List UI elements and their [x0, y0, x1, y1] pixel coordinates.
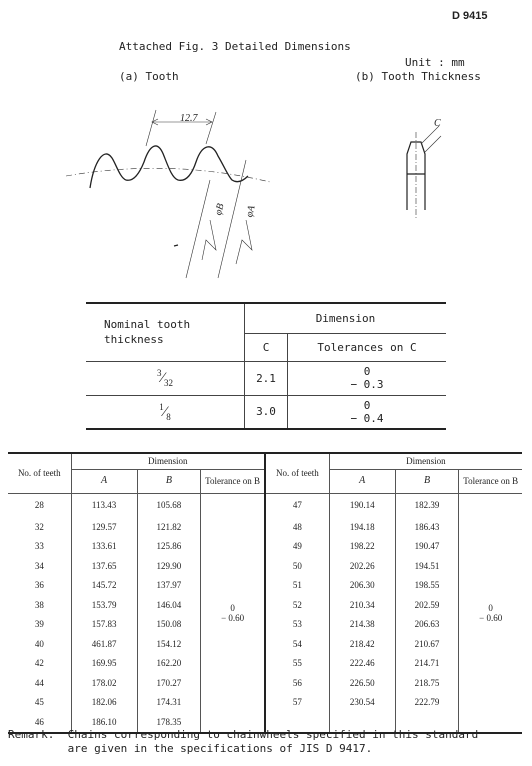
nominal-fraction: $^1⁄_8$ [86, 395, 245, 429]
dimension-a: 190.14 [329, 493, 395, 517]
dimension-header: Dimension [329, 453, 522, 469]
teeth-count: 46 [8, 712, 71, 733]
c-value: 3.0 [245, 395, 288, 429]
teeth-dimension-table [8, 452, 522, 734]
teeth-count: 44 [8, 673, 71, 693]
dimension-b: 218.75 [395, 673, 459, 693]
dimension-a: 210.34 [329, 595, 395, 615]
pitch-label: 12.7 [180, 113, 198, 124]
dimension-a: 113.43 [71, 493, 137, 517]
tolerance-b: 0 − 0.60 [459, 493, 522, 733]
dia-a-label: φA [244, 204, 258, 219]
dimension-b: 194.51 [395, 556, 459, 576]
dimension-b: 170.27 [137, 673, 201, 693]
teeth-count: 45 [8, 693, 71, 713]
dimension-b: 154.12 [137, 634, 201, 654]
dimension-a: 145.72 [71, 576, 137, 596]
dimension-header: Dimension [71, 453, 265, 469]
dimension-b: 206.63 [395, 615, 459, 635]
tol-b-header: Tolerance on B [201, 469, 265, 493]
thickness-table [86, 302, 446, 430]
tooth-profile-diagram [60, 100, 290, 280]
table-row [8, 576, 522, 596]
teeth-count: 54 [265, 634, 329, 654]
dimension-a: 222.46 [329, 654, 395, 674]
c-value: 2.1 [245, 361, 288, 395]
dimension-a: 461.87 [71, 634, 137, 654]
teeth-count: 32 [8, 517, 71, 537]
table-row [8, 493, 522, 517]
nominal-fraction: $^3⁄_{32}$ [86, 361, 245, 395]
table-row [8, 556, 522, 576]
tol-c-header: Tolerances on C [288, 333, 447, 361]
dimension-b: 178.35 [137, 712, 201, 733]
teeth-count: 28 [8, 493, 71, 517]
dimension-b: 186.43 [395, 517, 459, 537]
figure-title: Attached Fig. 3 Detailed Dimensions [119, 40, 351, 53]
dimension-b: 121.82 [137, 517, 201, 537]
col-b-header: B [137, 469, 201, 493]
tooth-thickness-diagram [395, 112, 455, 222]
dimension-b: 162.20 [137, 654, 201, 674]
nominal-header: Nominal tooth thickness [86, 303, 245, 361]
dimension-a: 194.18 [329, 517, 395, 537]
teeth-count: 56 [265, 673, 329, 693]
c-tolerance: 0 − 0.3 [288, 361, 447, 395]
col-a-header: A [71, 469, 137, 493]
c-tolerance: 0 − 0.4 [288, 395, 447, 429]
dimension-b: 190.47 [395, 537, 459, 557]
teeth-count: 53 [265, 615, 329, 635]
teeth-count: 49 [265, 537, 329, 557]
unit-label: Unit : mm [405, 56, 465, 69]
dimension-a: 169.95 [71, 654, 137, 674]
teeth-count: 40 [8, 634, 71, 654]
dimension-a: 218.42 [329, 634, 395, 654]
teeth-count: 57 [265, 693, 329, 713]
teeth-count: 51 [265, 576, 329, 596]
table-row [8, 595, 522, 615]
dimension-header: Dimension [245, 303, 447, 333]
teeth-count: 33 [8, 537, 71, 557]
dimension-a: 137.65 [71, 556, 137, 576]
teeth-count: 50 [265, 556, 329, 576]
dimension-b: 214.71 [395, 654, 459, 674]
dimension-b: 129.90 [137, 556, 201, 576]
col-b-header: B [395, 469, 459, 493]
dimension-b: 210.67 [395, 634, 459, 654]
caption-tooth-thickness: (b) Tooth Thickness [355, 70, 481, 83]
dimension-b: 105.68 [137, 493, 201, 517]
table-row [86, 395, 446, 429]
dimension-b: 150.08 [137, 615, 201, 635]
dimension-a: 198.22 [329, 537, 395, 557]
dimension-a: 157.83 [71, 615, 137, 635]
teeth-count: 38 [8, 595, 71, 615]
dimension-b: 182.39 [395, 493, 459, 517]
teeth-count: 39 [8, 615, 71, 635]
dimension-a: 178.02 [71, 673, 137, 693]
dimension-a: 226.50 [329, 673, 395, 693]
table-row [8, 673, 522, 693]
teeth-count: 48 [265, 517, 329, 537]
table-row [8, 615, 522, 635]
col-a-header: A [329, 469, 395, 493]
dimension-b: 222.79 [395, 693, 459, 713]
table-row [8, 517, 522, 537]
table-row [8, 537, 522, 557]
dimension-b: 202.59 [395, 595, 459, 615]
table-row [8, 693, 522, 713]
dimension-a: 202.26 [329, 556, 395, 576]
table-row [8, 634, 522, 654]
dimension-b: 146.04 [137, 595, 201, 615]
dimension-a: 206.30 [329, 576, 395, 596]
teeth-count: 55 [265, 654, 329, 674]
caption-tooth: (a) Tooth [119, 70, 179, 83]
remark: Remark: Chains corresponding to chainwheels specified in this standard are given in the specifications of JIS D 9417. [8, 728, 479, 755]
dimension-b: 137.97 [137, 576, 201, 596]
dia-b-label: φB [213, 202, 227, 217]
table-row [86, 361, 446, 395]
dimension-b: 198.55 [395, 576, 459, 596]
dimension-b: 174.31 [137, 693, 201, 713]
dimension-a: 153.79 [71, 595, 137, 615]
table-row [8, 654, 522, 674]
teeth-count: 42 [8, 654, 71, 674]
dimension-a: 214.38 [329, 615, 395, 635]
teeth-header: No. of teeth [8, 453, 71, 493]
dimension-a: 182.06 [71, 693, 137, 713]
teeth-count: 47 [265, 493, 329, 517]
tolerance-b: 0 − 0.60 [201, 493, 265, 733]
page-number: D 9415 [452, 10, 488, 22]
c-header: C [245, 333, 288, 361]
teeth-count: 52 [265, 595, 329, 615]
dimension-a: 186.10 [71, 712, 137, 733]
tol-b-header: Tolerance on B [459, 469, 522, 493]
dimension-a: 133.61 [71, 537, 137, 557]
dimension-a: 129.57 [71, 517, 137, 537]
dimension-a: 230.54 [329, 693, 395, 713]
teeth-count: 36 [8, 576, 71, 596]
teeth-count: 34 [8, 556, 71, 576]
dimension-b: 125.86 [137, 537, 201, 557]
chamfer-label: C [434, 118, 441, 129]
teeth-header: No. of teeth [265, 453, 329, 493]
